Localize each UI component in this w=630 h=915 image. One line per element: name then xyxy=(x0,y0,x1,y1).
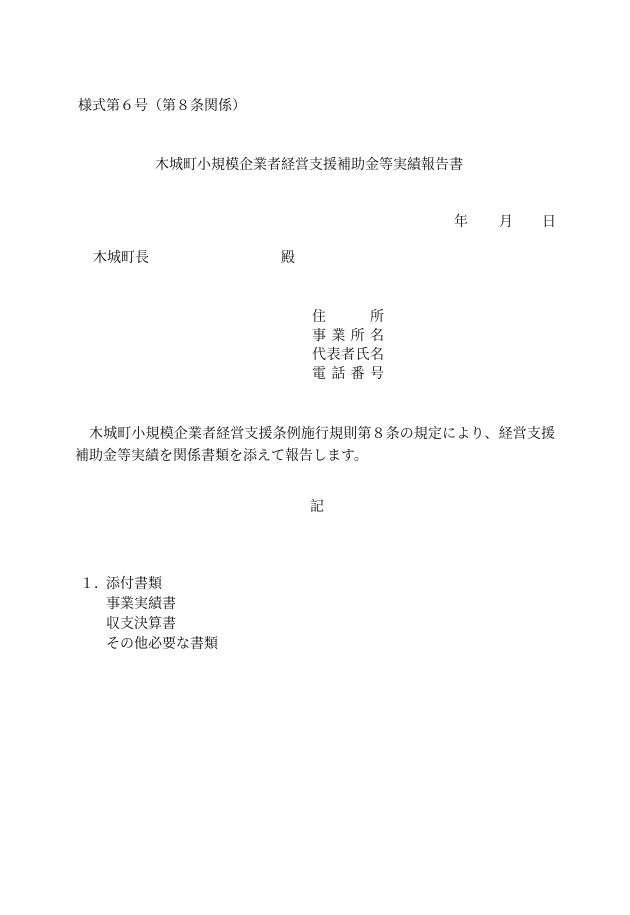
body-paragraph: 木城町小規模企業者経営支援条例施行規則第８条の規定により、経営支援補助金等実績を関係書類を添えて報告します。 xyxy=(75,426,555,464)
form-number: 様式第６号（第８条関係） xyxy=(78,98,246,114)
applicant-address-label: 住 所 xyxy=(312,309,384,325)
attachment-item: 収支決算書 xyxy=(106,616,176,632)
attachments-heading-row xyxy=(80,577,218,591)
ki-heading: 記 xyxy=(310,499,324,515)
attachment-item: 事業実績書 xyxy=(106,596,176,612)
attachment-item: その他必要な書類 xyxy=(106,636,218,652)
applicant-business-name-label: 事業所名 xyxy=(312,328,384,344)
attachments-number: １． xyxy=(80,576,108,592)
applicant-block xyxy=(312,310,384,386)
applicant-representative-label: 代表者氏名 xyxy=(312,347,384,363)
applicant-phone-label: 電話番号 xyxy=(312,366,384,382)
attachments-section xyxy=(80,577,218,657)
attachments-heading: 添付書類 xyxy=(106,576,162,592)
date-day-label: 日 xyxy=(542,214,556,230)
date-month-label: 月 xyxy=(499,214,513,230)
addressee-honorific: 殿 xyxy=(281,250,295,266)
date-year-label: 年 xyxy=(454,214,468,230)
addressee-name: 木城町長 xyxy=(93,250,149,266)
document-title: 木城町小規模企業者経営支援補助金等実績報告書 xyxy=(155,157,463,173)
